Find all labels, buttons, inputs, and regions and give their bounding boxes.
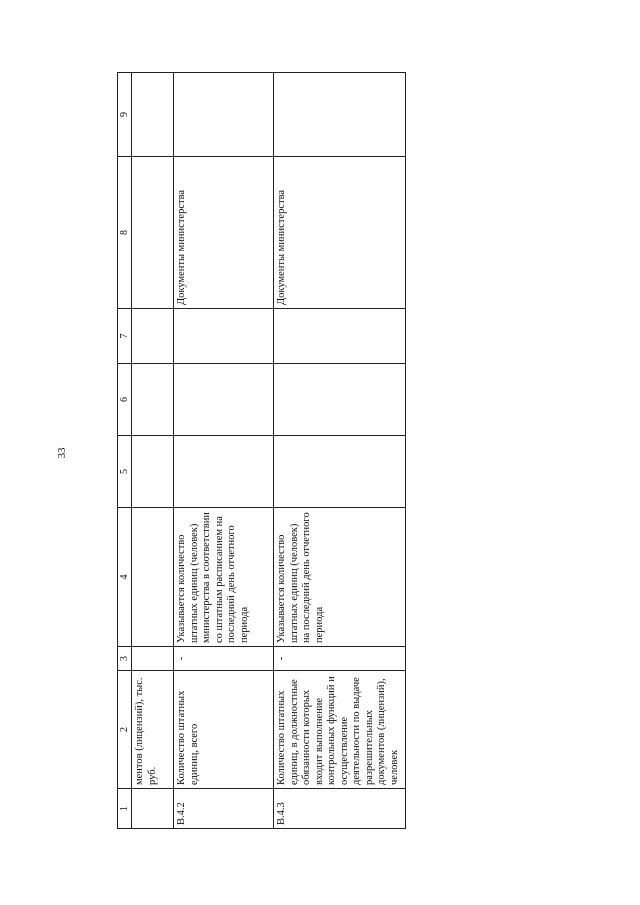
row-col9: [274, 73, 406, 157]
indicators-table: [117, 72, 406, 829]
row-col3: -: [274, 647, 406, 671]
column-number-row: [118, 73, 132, 829]
row-name: Количество штатных единиц, всего: [174, 671, 274, 789]
row-col7: [174, 309, 274, 364]
row-col6: [274, 364, 406, 436]
row-col5: [174, 436, 274, 508]
row-col9: [174, 73, 274, 157]
row-col6: [174, 364, 274, 436]
row-description: Указывается количество штатных единиц (человек) министерства в соответствии со штатным расписанием на последний день отчетного периода: [174, 508, 274, 647]
table-cell: [132, 508, 174, 647]
table-cell: [132, 647, 174, 671]
continuation-row: [132, 73, 174, 829]
column-number: 4: [118, 508, 132, 647]
row-code: В.4.2: [174, 789, 274, 829]
table-cell: [132, 436, 174, 508]
row-code: В.4.3: [274, 789, 406, 829]
page-number: 33: [56, 447, 68, 459]
column-number: 8: [118, 157, 132, 309]
table-cell: [132, 157, 174, 309]
table-cell: [132, 309, 174, 364]
row-col7: [274, 309, 406, 364]
column-number: 6: [118, 364, 132, 436]
column-number: 1: [118, 789, 132, 829]
row-col5: [274, 436, 406, 508]
table-cell: [132, 364, 174, 436]
table-rotation-frame: [117, 73, 406, 829]
column-number: 2: [118, 671, 132, 789]
row-source: Документы министерства: [174, 157, 274, 309]
row-source: Документы министерства: [274, 157, 406, 309]
table-cell: [132, 73, 174, 157]
table-row: [274, 73, 406, 829]
row-col3: -: [174, 647, 274, 671]
row-description: Указывается количество штатных единиц (человек) на последний день отчетного периода: [274, 508, 406, 647]
column-number: 3: [118, 647, 132, 671]
column-number: 7: [118, 309, 132, 364]
continued-name-cell: ментов (лицензий), тыс. руб.: [132, 671, 174, 789]
row-name: Количество штатных единиц, в должностные обязанности которых входит выполнение контрольных функций и осуществление деятельности по выдаче разрешительных документов (лицензий), человек: [274, 671, 406, 789]
table-cell: [132, 789, 174, 829]
column-number: 9: [118, 73, 132, 157]
rotated-table-container: [117, 73, 406, 829]
column-number: 5: [118, 436, 132, 508]
table-row: [174, 73, 274, 829]
